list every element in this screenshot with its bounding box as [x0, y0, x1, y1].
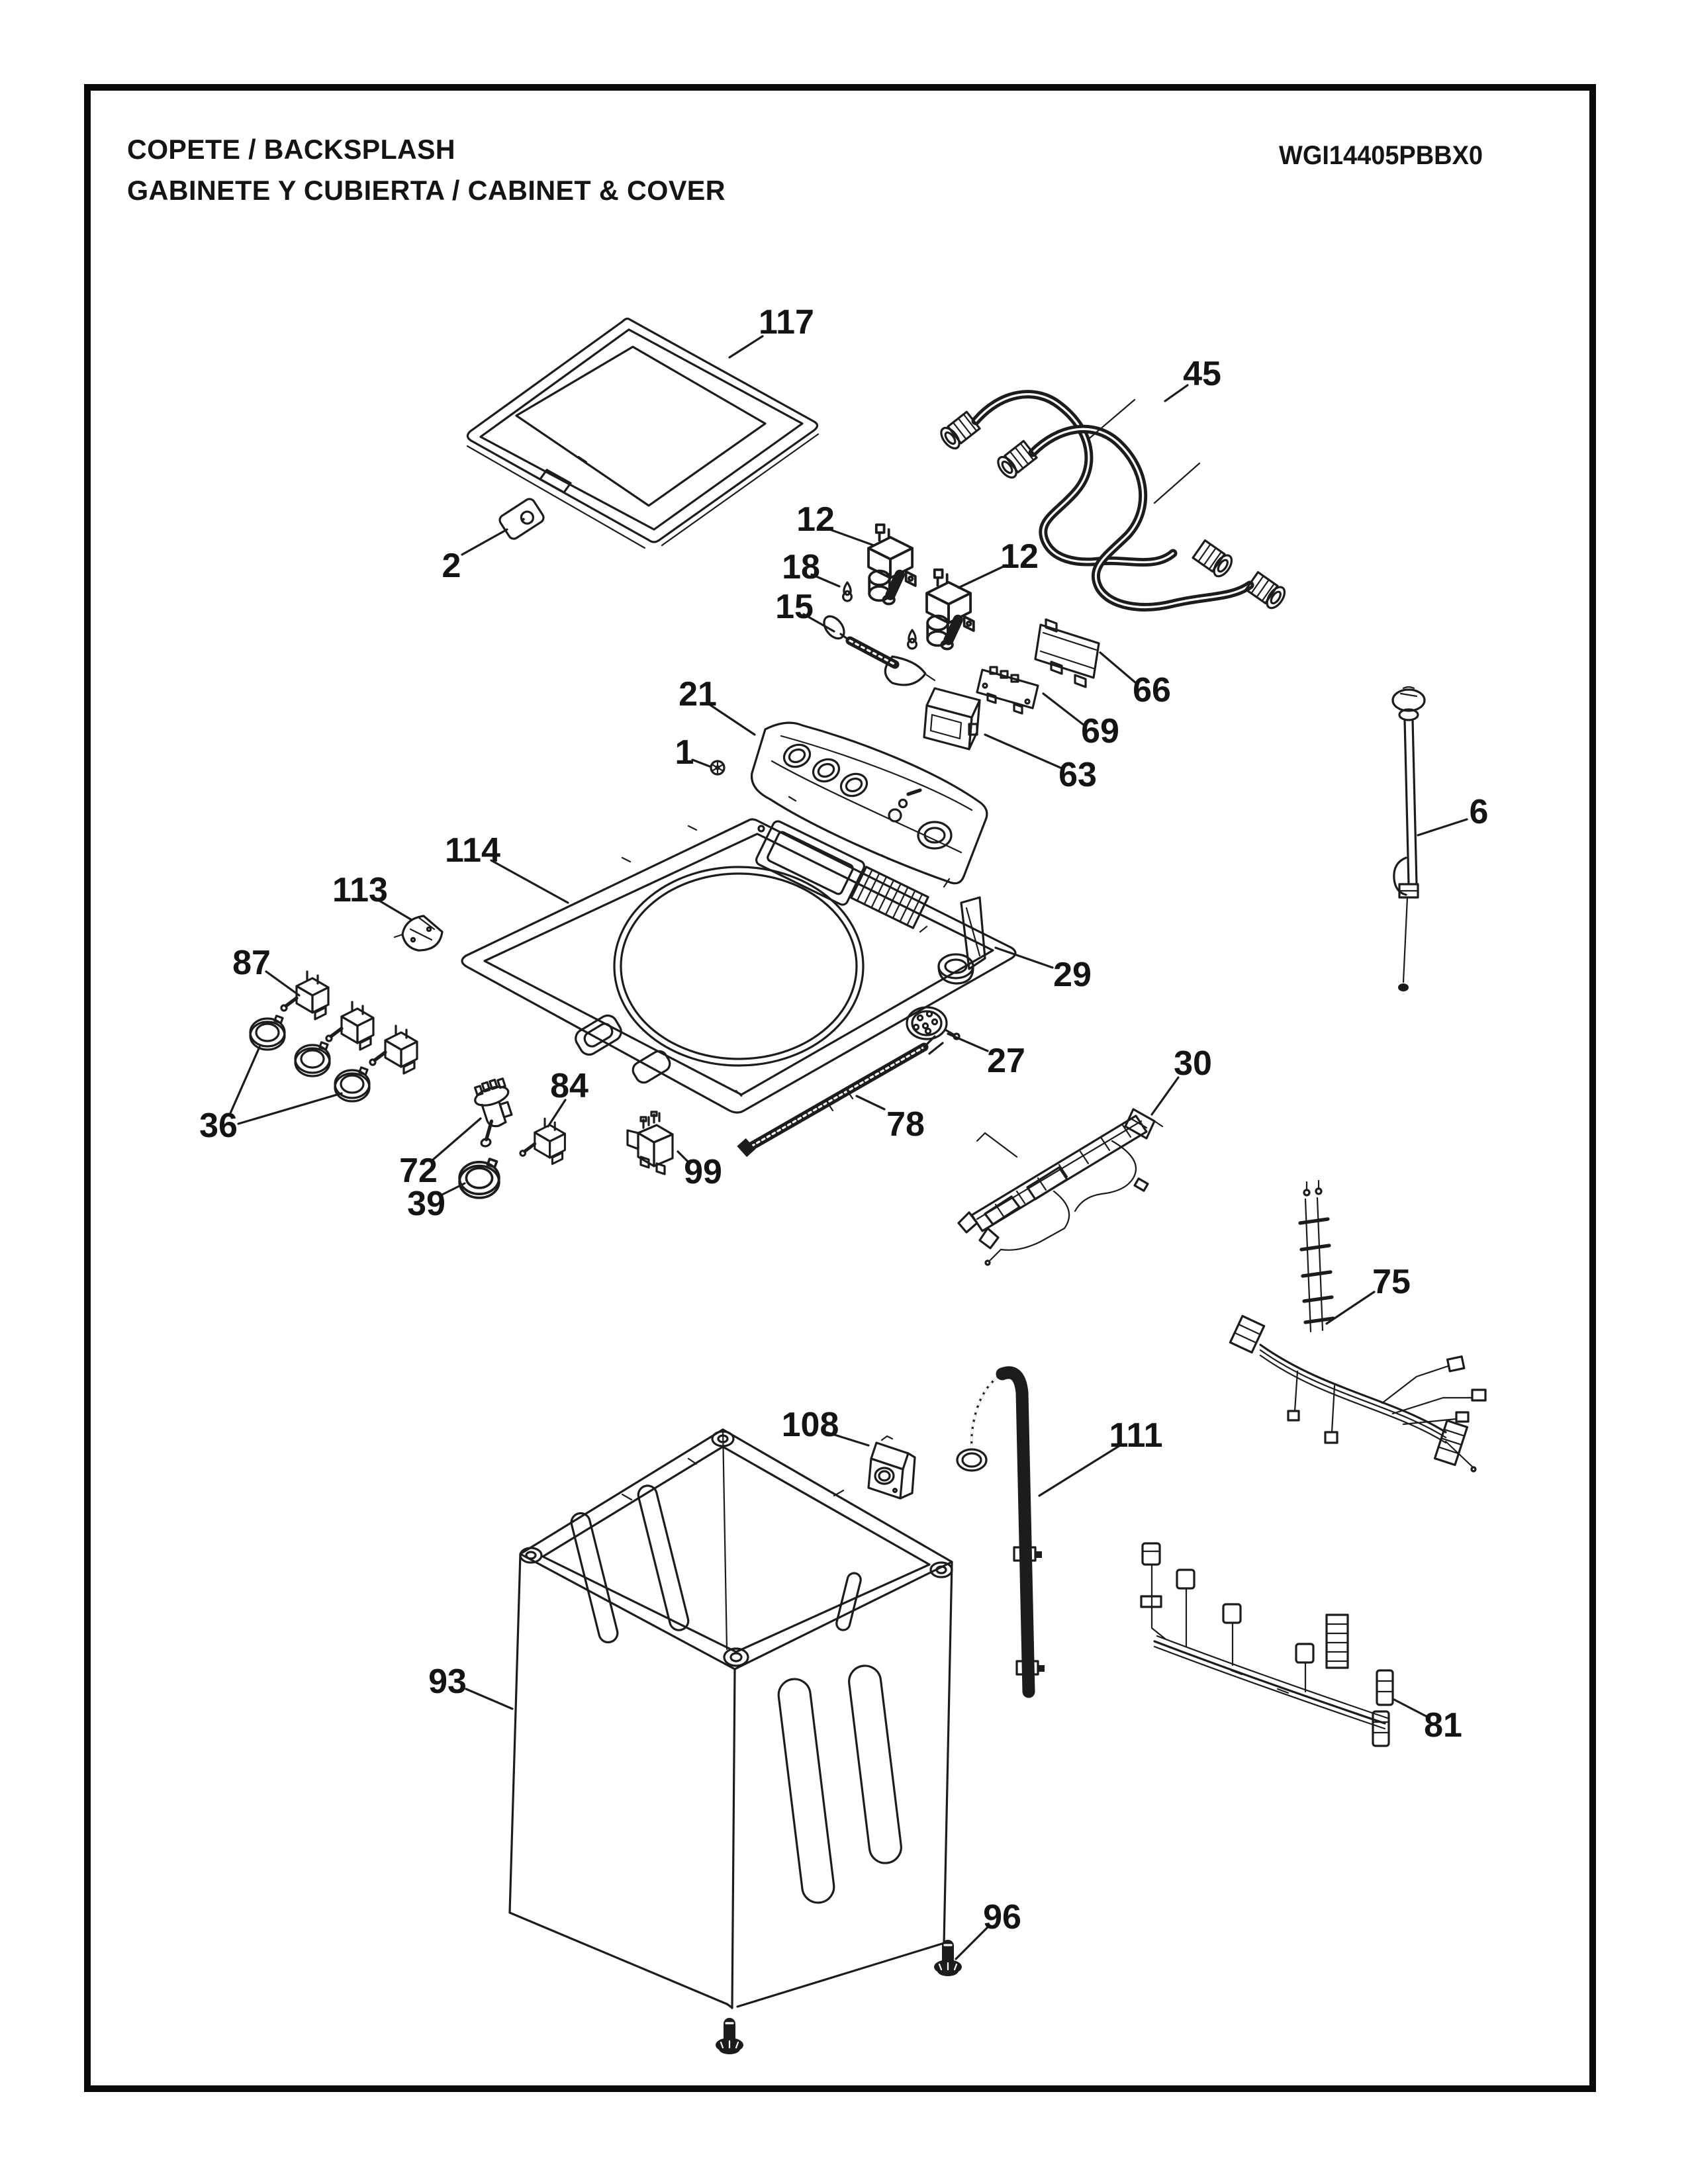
callout-6: 6 — [1469, 793, 1489, 831]
callout-66: 66 — [1133, 671, 1171, 709]
callout-63: 63 — [1058, 756, 1097, 794]
part-6-suspension-rod — [1393, 687, 1425, 991]
page-title-line2: GABINETE Y CUBIERTA / CABINET & COVER — [127, 175, 726, 206]
part-75-wiring-harness — [1230, 1181, 1485, 1471]
part-29-fill-flume — [939, 897, 985, 983]
part-117-lid — [467, 319, 818, 549]
part-12-water-valve-b — [927, 570, 974, 649]
page-border — [87, 87, 1593, 2089]
callout-69: 69 — [1081, 712, 1119, 751]
callout-93: 93 — [428, 1662, 467, 1701]
callout-75: 75 — [1372, 1263, 1411, 1301]
part-15-inlet-hose — [820, 613, 935, 685]
callout-27: 27 — [987, 1042, 1025, 1080]
part-96-feet — [716, 1940, 962, 2054]
part-113-hinge-cover — [395, 916, 442, 950]
callout-114: 114 — [445, 831, 500, 870]
part-72-pressure-dome — [464, 1077, 522, 1147]
part-30-bracket-assembly — [959, 1109, 1162, 1265]
callout-30: 30 — [1174, 1044, 1212, 1083]
part-63-dispenser — [924, 688, 980, 749]
part-45-fill-hoses — [938, 394, 1288, 612]
callout-72: 72 — [399, 1152, 438, 1190]
callout-113: 113 — [332, 871, 388, 909]
callout-18: 18 — [782, 548, 820, 586]
part-108-hose-bracket — [868, 1436, 915, 1498]
callout-12a: 12 — [796, 500, 835, 539]
callout-12b: 12 — [1000, 537, 1039, 576]
callout-45: 45 — [1183, 355, 1221, 393]
callout-39: 39 — [407, 1185, 445, 1223]
part-2-clip — [498, 497, 545, 541]
part-69-board — [977, 667, 1038, 713]
part-114-top-cover — [462, 819, 1015, 1113]
callout-leader-lines — [230, 336, 1467, 1959]
callout-21: 21 — [679, 675, 717, 713]
part-1-screw — [711, 761, 724, 774]
part-21-console — [752, 723, 987, 887]
callout-84: 84 — [550, 1067, 588, 1105]
part-93-cabinet — [510, 1430, 952, 2008]
callout-1: 1 — [675, 733, 694, 772]
callout-81: 81 — [1424, 1706, 1462, 1745]
part-36-rings — [250, 1016, 369, 1101]
callout-99: 99 — [684, 1153, 722, 1191]
callout-108: 108 — [781, 1406, 839, 1444]
part-12-water-valve-a — [868, 525, 915, 604]
callout-15: 15 — [775, 588, 814, 626]
callout-96: 96 — [983, 1898, 1021, 1936]
part-66-bracket — [1035, 619, 1099, 687]
callout-78: 78 — [886, 1105, 925, 1144]
model-number: WGI14405PBBX0 — [1279, 141, 1483, 170]
callout-36: 36 — [199, 1107, 238, 1145]
part-39-ring — [459, 1159, 499, 1198]
part-81-wiring-harness — [1141, 1543, 1393, 1746]
part-111-drain-hose — [957, 1373, 1045, 1692]
callout-29: 29 — [1053, 956, 1092, 994]
callout-111: 111 — [1109, 1416, 1163, 1455]
callout-117: 117 — [759, 303, 814, 341]
part-84-switch — [520, 1118, 565, 1163]
page-title-line1: COPETE / BACKSPLASH — [127, 134, 455, 165]
callout-87: 87 — [232, 944, 271, 982]
callout-2: 2 — [442, 547, 461, 585]
part-99-terminal-block — [628, 1112, 673, 1174]
